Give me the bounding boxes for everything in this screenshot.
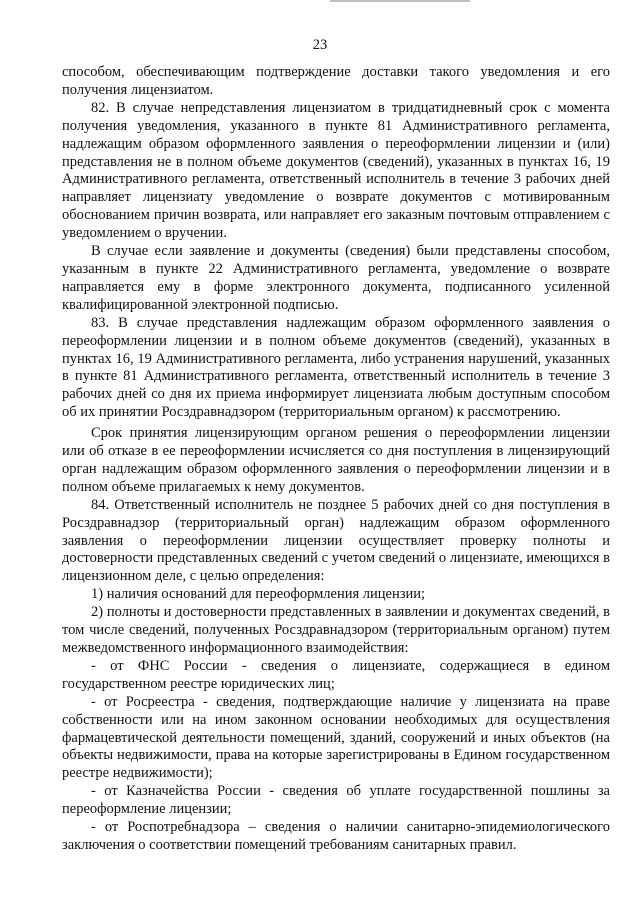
paragraph-continuation: способом, обеспечивающим подтверждение доставки такого уведомления и его получения лицензиатом.: [62, 64, 610, 98]
paragraph-83: 83. В случае представления надлежащим образом оформленного заявления о переоформлении лицензии и в полном объеме документов (сведений), указанных в пунктах 16, 19 Административного регламента, либо устранения нарушений, указанных в пункте 81 Административного регламента, ответственный исполнитель в течение 3 рабочих дней со дня их приема информирует лицензиата любым доступным способом об их принятии Росздравнадзором (территориальным органом) к рассмотрению.: [62, 314, 610, 421]
page-number: 23: [312, 37, 328, 53]
paragraph-84: 84. Ответственный исполнитель не позднее 5 рабочих дней со дня поступления в Росздравнадзор (территориальный орган) надлежащим образом оформленного заявления о переоформлении лицензии осуществляет проверку полноты и достоверности представленных сведений с учетом сведений о лицензиате, имеющихся в лицензионном деле, с целью определения:: [62, 496, 610, 585]
list-item-2: 2) полноты и достоверности представленных в заявлении и документах сведений, в том числе сведений, полученных Росздравнадзором (территориальным органом) путем межведомственного информационного взаимодействия:: [62, 604, 610, 656]
list-item-rosreestr: - от Росреестра - сведения, подтверждающие наличие у лицензиата на праве собственности или на ином законном основании необходимых для осуществления фармацевтической деятельности помещений, зданий, сооружений и иных объектов (на объекты недвижимости, права на которые зарегистрированы в Едином государственном реестре недвижимости);: [62, 693, 610, 782]
list-item-fns: - от ФНС России - сведения о лицензиате, содержащиеся в едином государственном реестре юридических лиц;: [62, 657, 610, 692]
scan-edge-mark: [330, 0, 470, 2]
paragraph-83-term: Срок принятия лицензирующим органом решения о переоформлении лицензии или об отказе в ее переоформлении исчисляется со дня поступления в лицензирующий орган надлежащим образом оформленного заявления о переоформлении лицензии и в полном объеме прилагаемых к нему документов.: [62, 425, 610, 495]
list-item-1: 1) наличия оснований для переоформления лицензии;: [91, 586, 426, 603]
list-item-treasury: - от Казначейства России - сведения об уплате государственной пошлины за переоформление лицензии;: [62, 783, 610, 818]
document-body: [62, 64, 610, 855]
paragraph-82-electronic: В случае если заявление и документы (сведения) были представлены способом, указанным в пункте 22 Административного регламента, уведомление о возврате направляется ему в форме электронного документа, подписанного усиленной квалифицированной электронной подписью.: [62, 243, 610, 313]
list-item-rospotrebnadzor: - от Роспотребнадзора – сведения о наличии санитарно-эпидемиологического заключения о соответствии помещений требованиям санитарных правил.: [62, 819, 610, 853]
paragraph-82: 82. В случае непредставления лицензиатом в тридцатидневный срок с момента получения уведомления, указанного в пункте 81 Административного регламента, надлежащим образом оформленного заявления о переоформлении лицензии и (или) представления не в полном объеме документов (сведений), указанных в пунктах 16, 19 Административного регламента, ответственный исполнитель в течение 3 рабочих дней направляет лицензиату уведомление о возврате документов с мотивированным обоснованием причин возврата, или направляет его заказным почтовым отправлением с уведомлением о вручении.: [62, 99, 610, 242]
